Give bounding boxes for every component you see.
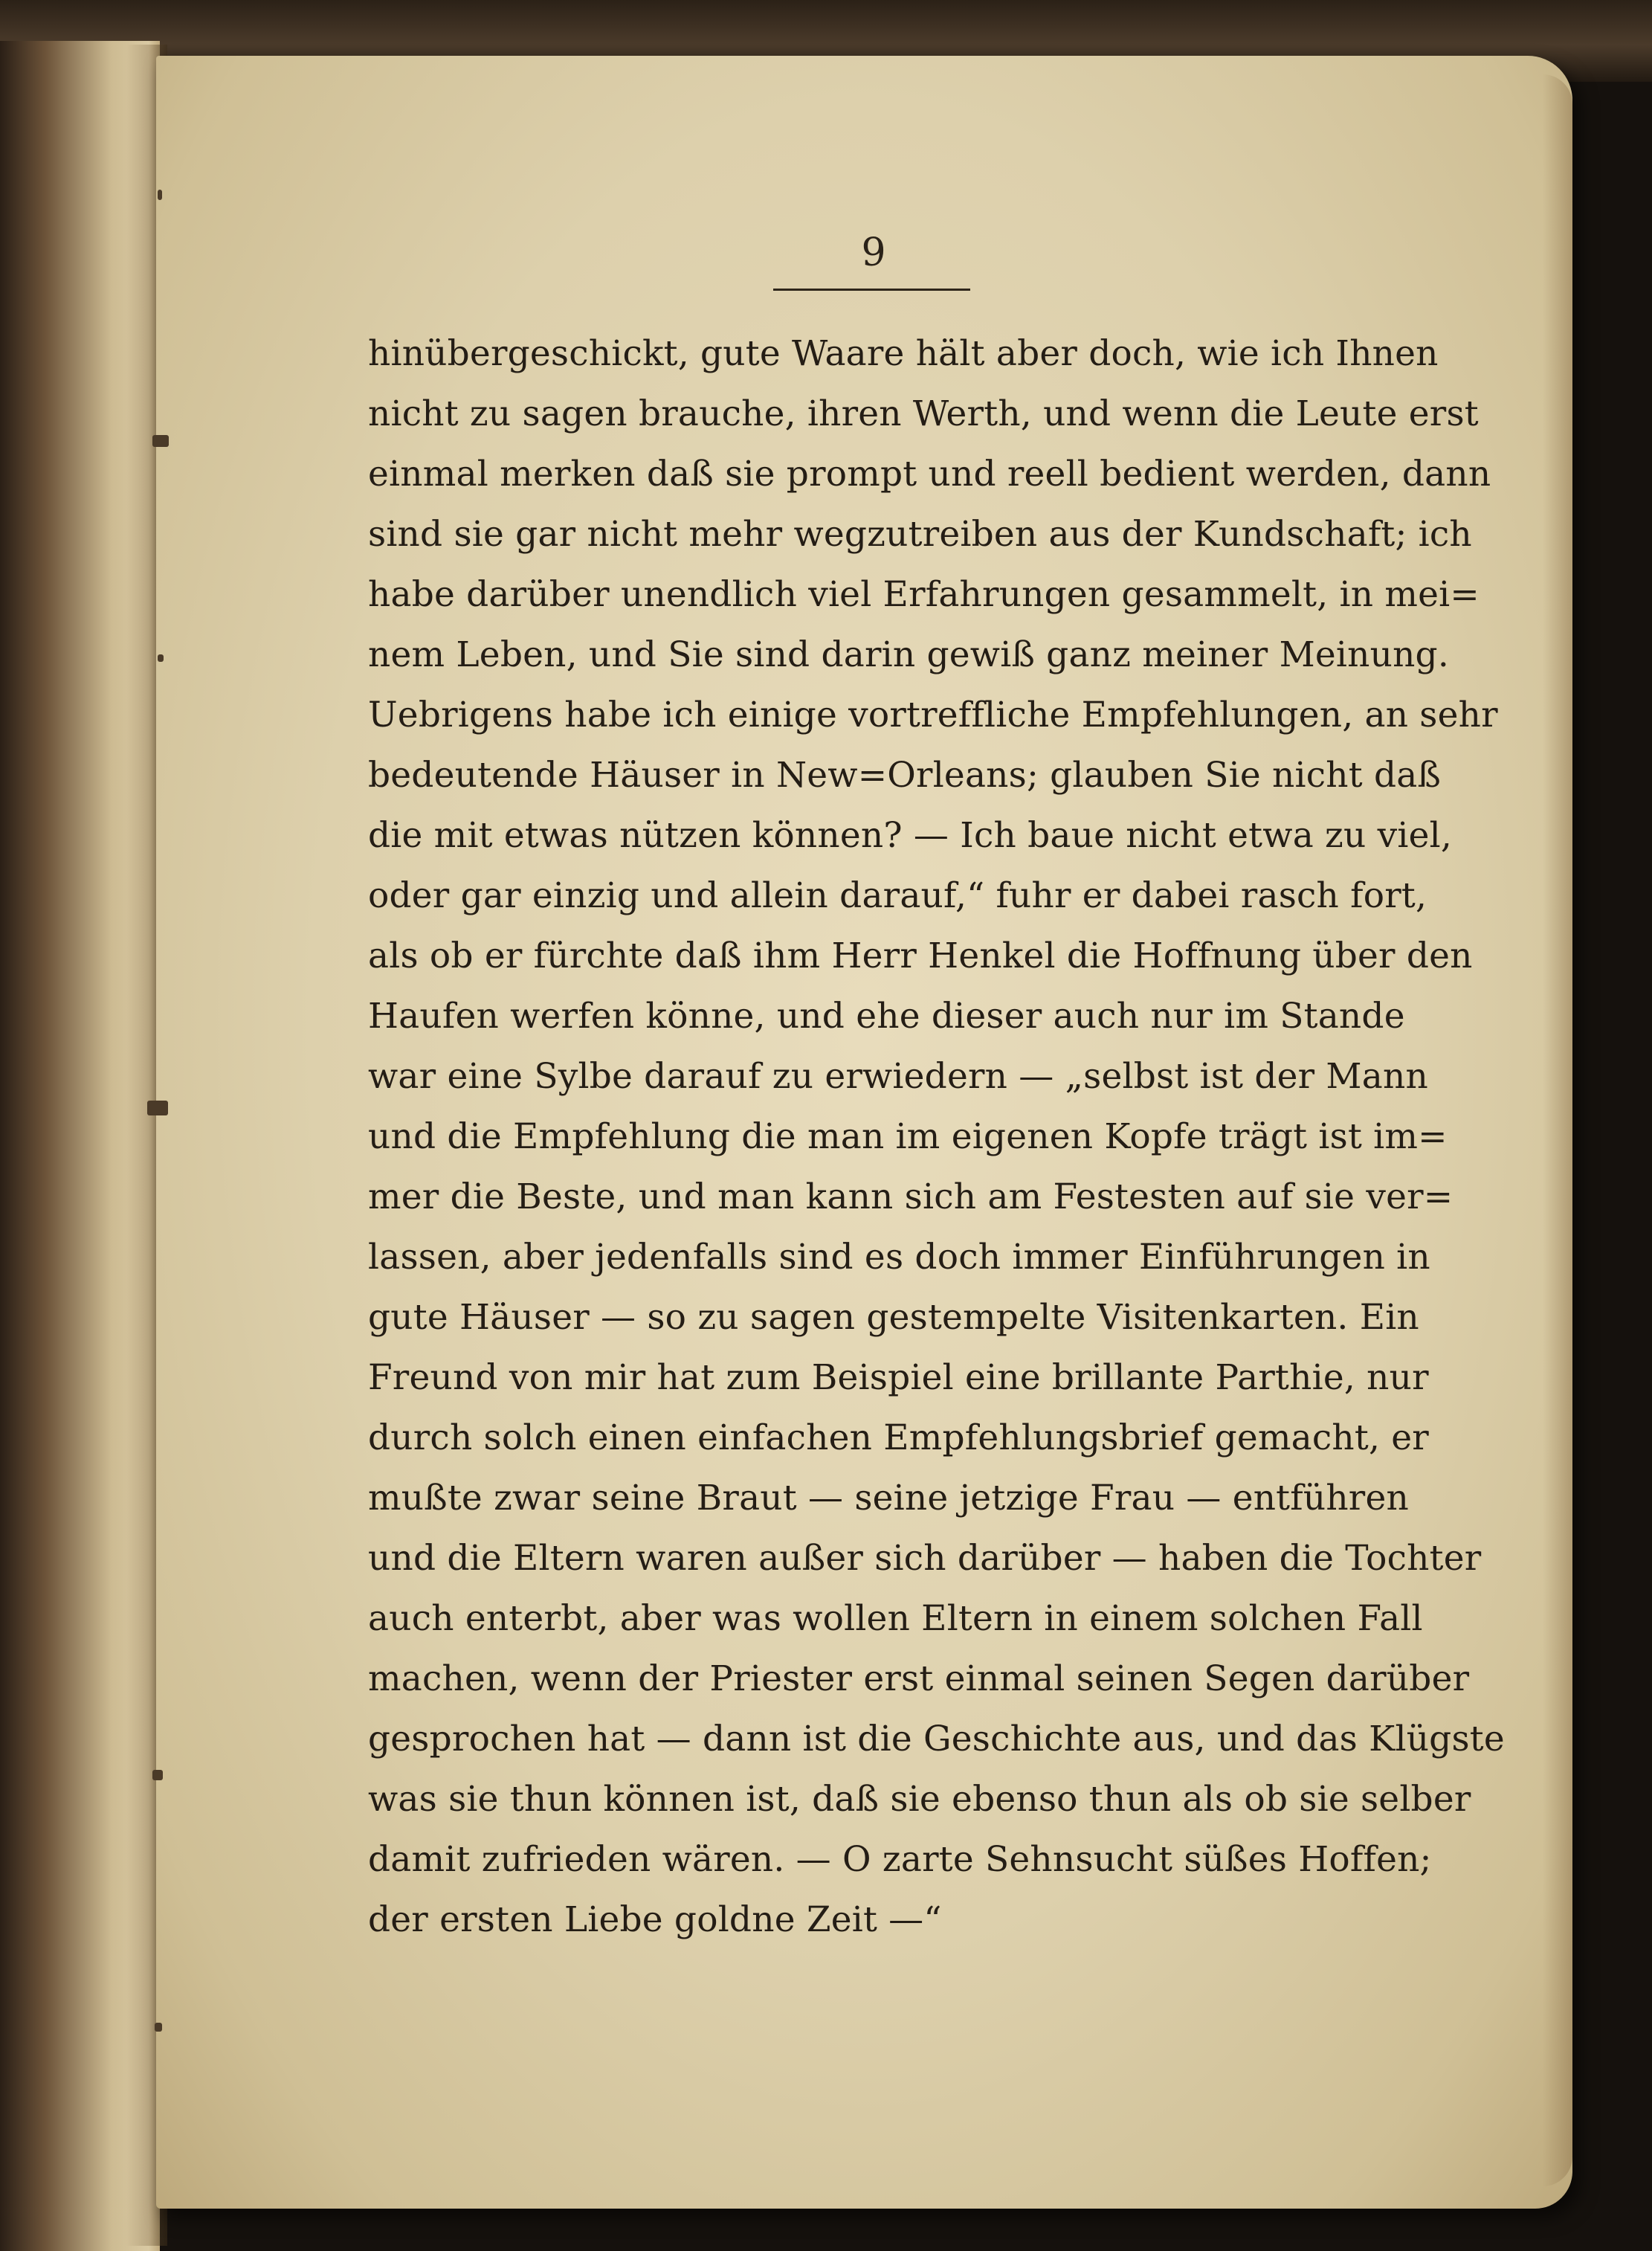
page-edge-shading (1543, 74, 1572, 2186)
text-line: was sie thun können ist, daß sie ebenso thun als ob sie selber (368, 1779, 1471, 1820)
text-line: damit zufrieden wären. — O zarte Sehnsucht süßes Hoffen; (368, 1839, 1432, 1880)
text-line: hinübergeschickt, gute Waare hält aber doch, wie ich Ihnen (368, 333, 1439, 374)
text-line: Haufen werfen könne, und ehe dieser auch nur im Stande (368, 996, 1405, 1037)
header-rule (773, 289, 970, 291)
text-line: mußte zwar seine Braut — seine jetzige Frau — entführen (368, 1478, 1409, 1519)
text-line: durch solch einen einfachen Empfehlungsbrief gemacht, er (368, 1417, 1429, 1458)
text-line: einmal merken daß sie prompt und reell bedient werden, dann (368, 454, 1491, 495)
text-line: war eine Sylbe darauf zu erwiedern — „selbst ist der Mann (368, 1056, 1428, 1097)
text-line: Freund von mir hat zum Beispiel eine brillante Parthie, nur (368, 1357, 1429, 1398)
binding-thread-mark (152, 1770, 163, 1780)
text-line: und die Eltern waren außer sich darüber — haben die Tochter (368, 1538, 1482, 1579)
text-line: der ersten Liebe goldne Zeit —“ (368, 1899, 942, 1940)
text-line: auch enterbt, aber was wollen Eltern in einem solchen Fall (368, 1598, 1423, 1639)
text-line: bedeutende Häuser in New=Orleans; glauben Sie nicht daß (368, 755, 1442, 796)
text-line: nicht zu sagen brauche, ihren Werth, und wenn die Leute erst (368, 393, 1479, 434)
binding-thread-mark (152, 435, 169, 447)
text-line: gesprochen hat — dann ist die Geschichte aus, und das Klügste (368, 1719, 1505, 1759)
binding-thread-mark (147, 1101, 168, 1115)
page-number: 9 (861, 231, 886, 275)
text-line: die mit etwas nützen können? — Ich baue nicht etwa zu viel, (368, 815, 1452, 856)
text-line: Uebrigens habe ich einige vortreffliche Empfehlungen, an sehr (368, 695, 1498, 735)
binding-thread-mark (155, 2023, 162, 2032)
text-line: habe darüber unendlich viel Erfahrungen gesammelt, in mei= (368, 574, 1480, 615)
text-line: mer die Beste, und man kann sich am Festesten auf sie ver= (368, 1176, 1453, 1217)
text-line: und die Empfehlung die man im eigenen Kopfe trägt ist im= (368, 1116, 1448, 1157)
body-text (368, 323, 1505, 1950)
text-line: gute Häuser — so zu sagen gestempelte Visitenkarten. Ein (368, 1297, 1419, 1338)
binding-thread-mark (158, 190, 162, 200)
text-line: nem Leben, und Sie sind darin gewiß ganz meiner Meinung. (368, 634, 1449, 675)
text-line: oder gar einzig und allein darauf,“ fuhr er dabei rasch fort, (368, 875, 1427, 916)
text-line: sind sie gar nicht mehr wegzutreiben aus der Kundschaft; ich (368, 514, 1472, 555)
text-line: machen, wenn der Priester erst einmal seinen Segen darüber (368, 1658, 1470, 1699)
binding-thread-mark (158, 654, 164, 662)
text-line: als ob er fürchte daß ihm Herr Henkel die Hoffnung über den (368, 935, 1473, 976)
text-line: lassen, aber jedenfalls sind es doch immer Einführungen in (368, 1237, 1430, 1278)
